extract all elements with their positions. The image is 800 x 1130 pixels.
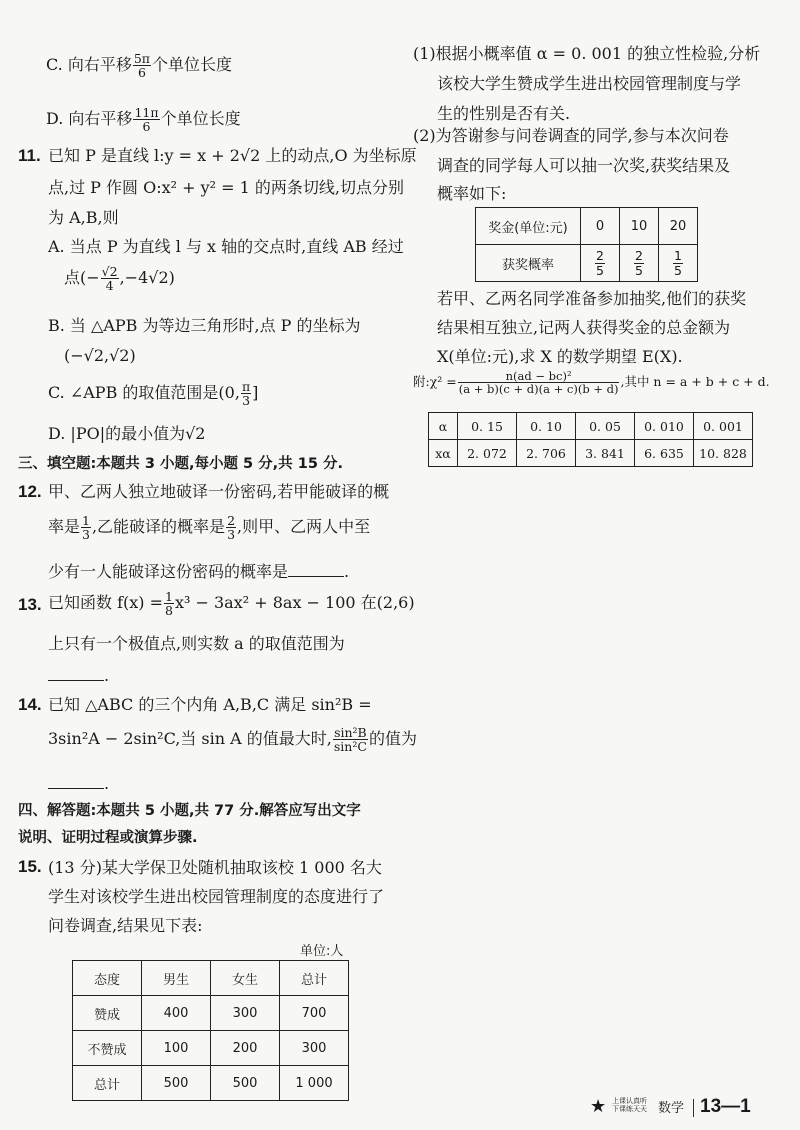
q13-number: 13.: [18, 595, 42, 614]
table-cell: 不赞成: [73, 1031, 142, 1066]
q12-answer-blank[interactable]: [288, 562, 344, 577]
q15-part2-line5: 结果相互独立,记两人获得奖金的总金额为: [437, 318, 731, 337]
table-cell: 300: [211, 996, 280, 1031]
table-header-cell: 男生: [142, 961, 211, 996]
table-cell: 0: [581, 208, 620, 245]
table-row: [476, 208, 698, 245]
chi-square-formula: 附:χ² = $\frac{\text{n(ad − bc)²}}{(a + b)(c + d)(a + c)(b + d)}$ ,其中 n = a + b + c + d.: [413, 369, 770, 397]
section3-heading: 三、填空题:本题共 3 小题,每小题 5 分,共 15 分.: [18, 456, 343, 472]
table-cell: 700: [280, 996, 349, 1031]
q15-part2-line2: 调查的同学每人可以抽一次奖,获奖结果及: [437, 156, 731, 175]
q15-line2: 学生对该校学生进出校园管理制度的态度进行了: [48, 887, 385, 906]
q11-number: 11.: [18, 146, 41, 165]
q11-option-b-line2: (−√2,√2): [64, 346, 136, 365]
table-cell: 0. 001: [694, 413, 753, 440]
table-header-cell: xα: [429, 440, 458, 467]
q15-part2-line4: 若甲、乙两名同学准备参加抽奖,他们的获奖: [437, 289, 747, 308]
q11-option-b-line1: B. 当 △APB 为等边三角形时,点 P 的坐标为: [48, 316, 361, 335]
q15-number: 15.: [18, 857, 42, 876]
footer-logo-text: 上课认真听 下课练天天: [612, 1098, 647, 1113]
q15-part2-line6: X(单位:元),求 X 的数学期望 E(X).: [437, 347, 683, 366]
section4-heading-line2: 说明、证明过程或演算步骤.: [18, 830, 198, 846]
q11-option-c: C. ∠APB 的取值范围是(0, $\frac{\pi}{3}$ ]: [48, 379, 259, 409]
table-header-row: [73, 961, 349, 996]
table-cell: 500: [211, 1066, 280, 1101]
q11-stem-line2: 点,过 P 作圆 O:x² + y² = 1 的两条切线,切点分别: [48, 178, 405, 197]
star-logo-icon: ★: [590, 1096, 607, 1116]
footer-subject: 数学: [658, 1100, 685, 1115]
table-cell: 400: [142, 996, 211, 1031]
table-header-cell: 总计: [280, 961, 349, 996]
table-cell: 0. 10: [517, 413, 576, 440]
q15-line1: (13 分)某大学保卫处随机抽取该校 1 000 名大: [48, 858, 382, 877]
q12-line1: 甲、乙两人独立地破译一份密码,若甲能破译的概: [48, 482, 390, 501]
q11-option-d: D. |PO|的最小值为√2: [48, 424, 206, 443]
q15-part1-line1: (1)根据小概率值 α = 0. 001 的独立性检验,分析: [413, 44, 761, 63]
q13-line2: 上只有一个极值点,则实数 a 的取值范围为: [48, 634, 345, 653]
q15-line3: 问卷调查,结果见下表:: [48, 916, 203, 935]
prize-table: [475, 207, 698, 282]
table-row: [73, 1031, 349, 1066]
table-header-cell: 女生: [211, 961, 280, 996]
table-cell: 总计: [73, 1066, 142, 1101]
q12-line2: 率是 $\frac{1}{3}$ ,乙能破译的概率是 $\frac{2}{3}$ ,则甲、乙两人中至: [48, 513, 371, 543]
table-cell: 0. 05: [576, 413, 635, 440]
page-footer: [590, 1095, 790, 1123]
q14-number: 14.: [18, 695, 42, 714]
table-cell: 0. 010: [635, 413, 694, 440]
critical-value-table: [428, 412, 753, 467]
footer-divider: [693, 1099, 694, 1117]
table-cell: 300: [280, 1031, 349, 1066]
section4-heading-line1: 四、解答题:本题共 5 小题,共 77 分.解答应写出文字: [18, 803, 361, 819]
q14-answer-line: .: [48, 774, 109, 792]
table-cell: 3. 841: [576, 440, 635, 467]
table-cell: 1 000: [280, 1066, 349, 1101]
table-cell: 10: [620, 208, 659, 245]
q14-answer-blank[interactable]: [48, 774, 104, 789]
table-cell: 6. 635: [635, 440, 694, 467]
table-cell: 2. 072: [458, 440, 517, 467]
table-cell: 500: [142, 1066, 211, 1101]
table-header-cell: 奖金(单位:元): [476, 208, 581, 245]
table-cell: 2. 706: [517, 440, 576, 467]
table-cell: 200: [211, 1031, 280, 1066]
q12-number: 12.: [18, 482, 42, 501]
q11-option-a-line2: 点(− $\frac{√2}{4}$ ,−4√2): [64, 264, 175, 294]
q15-table-unit: 单位:人: [300, 944, 344, 959]
table-cell: 10. 828: [694, 440, 753, 467]
q15-part2-line3: 概率如下:: [437, 184, 507, 203]
table-cell: 20: [659, 208, 698, 245]
table-header-cell: α: [429, 413, 458, 440]
q13-answer-blank[interactable]: [48, 666, 104, 681]
table-cell: $\frac{2}{5}$: [620, 245, 659, 282]
table-header-cell: 态度: [73, 961, 142, 996]
q13-answer-line: .: [48, 666, 109, 684]
q11-option-a-line1: A. 当点 P 为直线 l 与 x 轴的交点时,直线 AB 经过: [48, 237, 404, 256]
q15-part1-line2: 该校大学生赞成学生进出校园管理制度与学: [437, 74, 742, 93]
table-cell: 赞成: [73, 996, 142, 1031]
q14-line2: 3sin²A − 2sin²C,当 sin A 的值最大时, $\frac{\text{sin²B}}{\text{sin²C}}$ 的值为: [48, 725, 417, 755]
q15-attitude-table: [72, 960, 349, 1101]
q15-part1-line3: 生的性别是否有关.: [437, 104, 571, 123]
q11-stem-line3: 为 A,B,则: [48, 208, 119, 227]
q11-stem-line1: 已知 P 是直线 l:y = x + 2√2 上的动点,O 为坐标原: [48, 146, 417, 165]
q10-option-d: D. 向右平移 $\frac{11\pi}{6}$ 个单位长度: [46, 105, 241, 135]
page-number: 13—1: [700, 1096, 751, 1117]
table-cell: 0. 15: [458, 413, 517, 440]
q13-line1: 已知函数 f(x) = $\frac{1}{8}$ x³ − 3ax² + 8ax − 100 在(2,6): [48, 589, 415, 619]
q10-option-c: C. 向右平移 $\frac{5\pi}{6}$ 个单位长度: [46, 51, 233, 81]
table-cell: 100: [142, 1031, 211, 1066]
q14-line1: 已知 △ABC 的三个内角 A,B,C 满足 sin²B =: [48, 695, 372, 714]
q15-part2-line1: (2)为答谢参与问卷调查的同学,参与本次问卷: [413, 126, 729, 145]
table-row: [73, 996, 349, 1031]
q12-line3: 少有一人能破译这份密码的概率是 .: [48, 562, 350, 581]
table-cell: $\frac{2}{5}$: [581, 245, 620, 282]
table-row: [73, 1066, 349, 1101]
table-row: [429, 413, 753, 440]
table-row: [429, 440, 753, 467]
table-row: [476, 245, 698, 282]
table-cell: $\frac{1}{5}$: [659, 245, 698, 282]
table-header-cell: 获奖概率: [476, 245, 581, 282]
